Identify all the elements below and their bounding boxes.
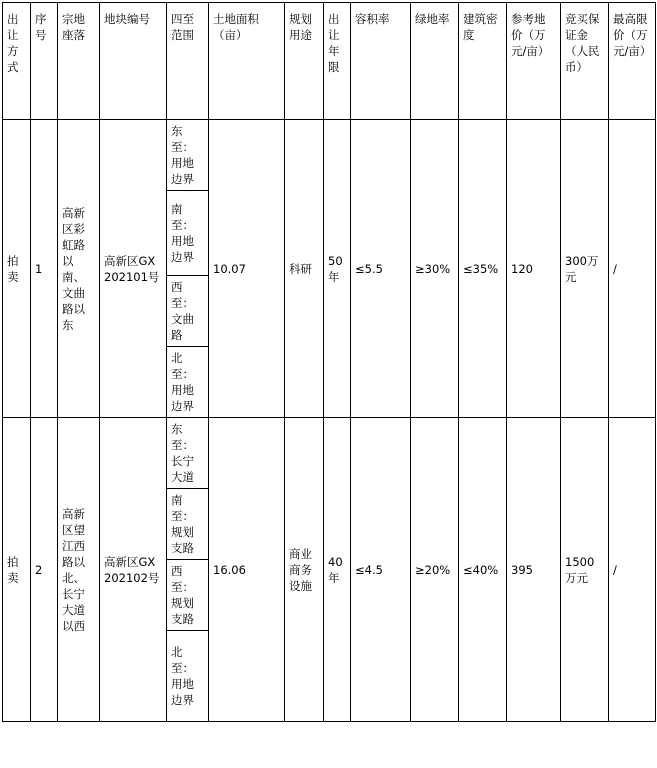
cell-method: 拍卖 (3, 120, 31, 418)
cell-cap: / (609, 418, 656, 722)
cell-bound-south: 南至：用地边界 (167, 191, 209, 276)
cell-bound-north: 北至：用地边界 (167, 347, 209, 418)
cell-no: 2 (31, 418, 58, 722)
cell-area: 16.06 (209, 418, 285, 722)
header-far: 容积率 (351, 3, 411, 120)
cell-years: 40年 (324, 418, 351, 722)
table-row (3, 120, 656, 191)
cell-bound-west: 西至：规划支路 (167, 560, 209, 631)
cell-bound-west: 西至：文曲路 (167, 276, 209, 347)
cell-bound-east: 东至：长宁大道 (167, 418, 209, 489)
cell-years: 50年 (324, 120, 351, 418)
header-price: 参考地价（万元/亩） (507, 3, 561, 120)
header-location: 宗地座落 (58, 3, 100, 120)
cell-use: 商业商务设施 (285, 418, 324, 722)
header-parcel: 地块编号 (100, 3, 167, 120)
cell-method: 拍卖 (3, 418, 31, 722)
cell-deposit: 300万元 (561, 120, 609, 418)
cell-location: 高新区彩虹路以南、文曲路以东 (58, 120, 100, 418)
cell-location: 高新区望江西路以北、长宁大道以西 (58, 418, 100, 722)
header-use: 规划用途 (285, 3, 324, 120)
table-row (3, 418, 656, 489)
cell-use: 科研 (285, 120, 324, 418)
cell-price: 395 (507, 418, 561, 722)
cell-bound-north: 北至：用地边界 (167, 631, 209, 722)
cell-density: ≤40% (459, 418, 507, 722)
header-green: 绿地率 (411, 3, 459, 120)
cell-far: ≤5.5 (351, 120, 411, 418)
cell-cap: / (609, 120, 656, 418)
header-method: 出让方式 (3, 3, 31, 120)
header-density: 建筑密度 (459, 3, 507, 120)
cell-area: 10.07 (209, 120, 285, 418)
cell-parcel: 高新区GX202101号 (100, 120, 167, 418)
header-bounds: 四至范围 (167, 3, 209, 120)
header-deposit: 竞买保证金（人民币） (561, 3, 609, 120)
cell-parcel: 高新区GX202102号 (100, 418, 167, 722)
cell-green: ≥30% (411, 120, 459, 418)
cell-bound-east: 东至：用地边界 (167, 120, 209, 191)
header-row (3, 3, 656, 120)
header-years: 出让年限 (324, 3, 351, 120)
cell-deposit: 1500万元 (561, 418, 609, 722)
cell-far: ≤4.5 (351, 418, 411, 722)
header-no: 序号 (31, 3, 58, 120)
cell-price: 120 (507, 120, 561, 418)
cell-density: ≤35% (459, 120, 507, 418)
header-area: 土地面积（亩） (209, 3, 285, 120)
header-cap: 最高限价（万元/亩） (609, 3, 656, 120)
land-auction-table (2, 2, 656, 722)
cell-bound-south: 南至：规划支路 (167, 489, 209, 560)
cell-no: 1 (31, 120, 58, 418)
cell-green: ≥20% (411, 418, 459, 722)
